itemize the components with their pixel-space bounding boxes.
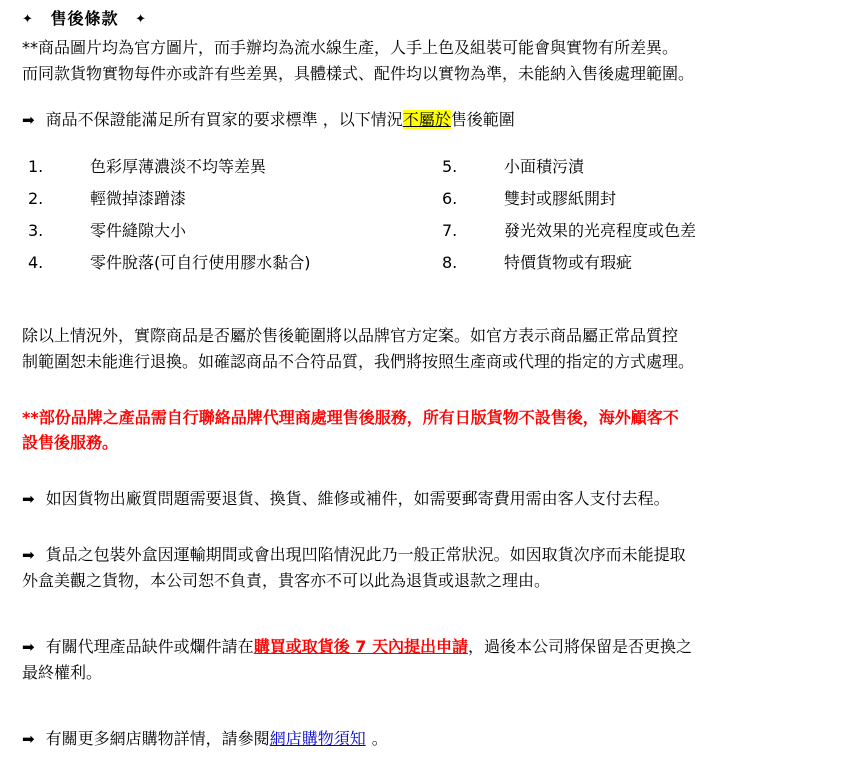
list-item-label: 發光效果的光亮程度或色差	[504, 220, 697, 240]
policy-line-2: 制範圍恕未能進行退換。如確認商品不合符品質，我們將按照生產商或代理的指定的方式處理。	[22, 351, 695, 371]
policy-line-1: 除以上情況外，實際商品是否屬於售後範圍將以品牌官方定案。如官方表示商品屬正常品質控	[22, 325, 679, 345]
notice-line	[22, 107, 850, 133]
bullet-text: 貨品之包裝外盒因運輸期間或會出現凹陷情況此乃一般正常狀況。如因取貨次序而未能提取	[45, 545, 686, 565]
list-item	[442, 247, 850, 279]
spacer	[22, 700, 850, 726]
more-info-before: 有關更多網店購物詳情，請參閱	[45, 728, 270, 748]
list-item	[28, 151, 436, 183]
notice-after-text: 售後範圍	[450, 109, 515, 129]
warning-paragraph	[22, 405, 850, 457]
list-item	[28, 247, 436, 279]
list-item-label: 小面積污漬	[504, 156, 585, 176]
list-item-label: 輕微掉漆蹭漆	[90, 188, 187, 208]
list-item-number: 8.	[442, 252, 458, 272]
bullet-agent-claim	[22, 634, 850, 686]
spacer	[22, 389, 850, 405]
list-item	[442, 215, 850, 247]
list-item	[442, 151, 850, 183]
spacer	[22, 526, 850, 542]
spacer	[22, 608, 850, 634]
arrow-icon: ➡	[22, 638, 35, 657]
list-item-number: 3.	[28, 220, 44, 240]
diamond-icon: ✦	[22, 12, 34, 27]
diamond-icon: ✦	[135, 12, 147, 27]
intro-paragraph	[22, 35, 850, 87]
policy-paragraph	[22, 323, 850, 375]
notice-highlight-text: 不屬於	[402, 109, 451, 129]
list-item-number: 4.	[28, 252, 44, 272]
list-item	[28, 183, 436, 215]
list-item-label: 特價貨物或有瑕疵	[504, 252, 633, 272]
notice-before-text: 商品不保證能滿足所有買家的要求標準 ，以下情況	[45, 109, 403, 129]
agent-note-before: 有關代理產品缺件或爛件請在	[45, 637, 254, 657]
list-item-label: 色彩厚薄濃淡不均等差異	[90, 156, 267, 176]
list-item	[28, 215, 436, 247]
bullet-packaging	[22, 542, 850, 594]
list-item-label: 零件脫落(可自行使用膠水黏合)	[90, 252, 311, 272]
list-item-label: 雙封或膠紙開封	[504, 188, 617, 208]
list-item-label: 零件縫隙大小	[90, 220, 187, 240]
list-item-number: 6.	[442, 188, 458, 208]
exclusions-column-right	[436, 151, 850, 279]
bullet-shipping-fee	[22, 486, 850, 512]
shopping-guide-link[interactable]: 網店購物須知	[269, 728, 366, 748]
list-item	[442, 183, 850, 215]
bullet-more-info	[22, 726, 850, 752]
arrow-icon: ➡	[22, 110, 35, 129]
exclusions-list	[22, 151, 850, 279]
more-info-after: 。	[371, 728, 388, 748]
list-item-number: 1.	[28, 156, 44, 176]
intro-line-1: **商品圖片均為官方圖片，而手辦均為流水線生產，人手上色及組裝可能會與實物有所差異。	[22, 38, 679, 57]
warning-line-1: **部份品牌之產品需自行聯絡品牌代理商處理售後服務，所有日版貨物不設售後，海外顧客不	[22, 407, 679, 427]
spacer	[22, 279, 850, 323]
bullet-text-line-2: 外盒美觀之貨物，本公司恕不負責，貴客亦不可以此為退貨或退款之理由。	[22, 571, 551, 591]
exclusions-column-left	[22, 151, 436, 279]
list-item-number: 5.	[442, 156, 458, 176]
agent-note-emphasis: 購買或取貨後 7 天內提出申請	[253, 637, 468, 657]
page-title	[22, 6, 850, 29]
warning-line-2: 設售後服務。	[22, 433, 119, 453]
arrow-icon: ➡	[22, 490, 35, 509]
list-item-number: 7.	[442, 220, 458, 240]
spacer	[22, 470, 850, 486]
agent-note-after: ，過後本公司將保留是否更換之	[467, 637, 692, 657]
agent-note-line-2: 最終權利。	[22, 662, 103, 682]
arrow-icon: ➡	[22, 729, 35, 748]
bullet-text: 如因貨物出廠質問題需要退貨、換貨、維修或補件，如需要郵寄費用需由客人支付去程。	[45, 489, 670, 509]
page-title-text: 售後條款	[50, 9, 119, 28]
arrow-icon: ➡	[22, 546, 35, 565]
list-item-number: 2.	[28, 188, 44, 208]
intro-line-2: 而同款貨物實物每件亦或許有些差異，具體樣式、配件均以實物為準，未能納入售後處理範圍。	[22, 63, 695, 83]
